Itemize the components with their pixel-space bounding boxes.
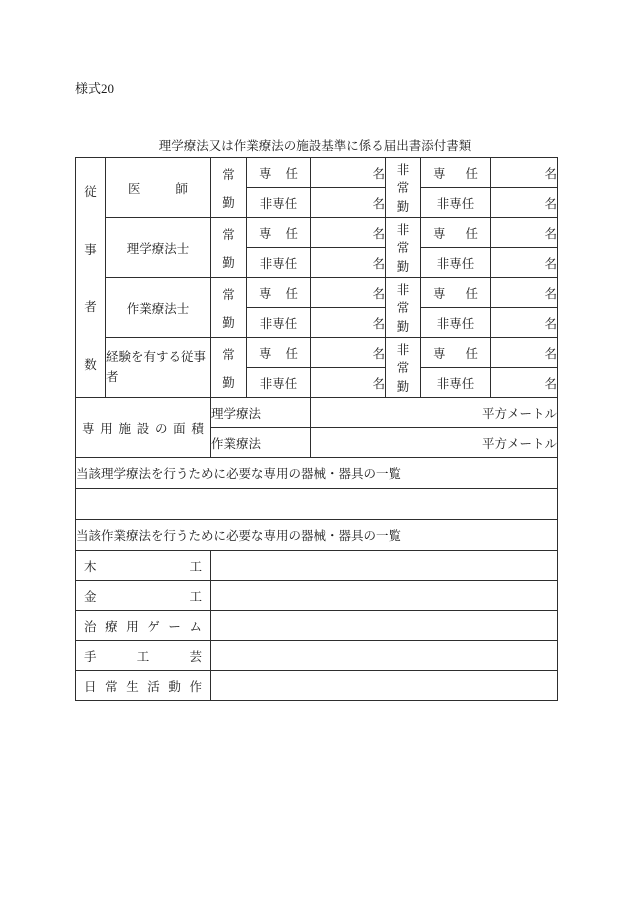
dedicated-label: 専 任 [433, 226, 478, 241]
count-value-cell[interactable] [311, 188, 386, 218]
dedicated-label-cell [247, 278, 311, 308]
item-fill-cell[interactable] [211, 671, 558, 701]
fulltime-label-cell [211, 218, 247, 278]
ot-item-row [76, 551, 558, 581]
item-label: 日 常 生 活 動 作 [84, 679, 202, 694]
item-fill-cell[interactable] [211, 551, 558, 581]
page-title: 理学療法又は作業療法の施設基準に係る届出書添付書類 [158, 139, 472, 153]
item-label-handicraft [76, 641, 211, 671]
area-section-label-cell [76, 398, 211, 458]
unit-label: 名 [544, 376, 557, 391]
count-value-cell[interactable] [311, 158, 386, 188]
fulltime-label: 常 勤 [222, 287, 235, 330]
unit-label: 名 [544, 166, 557, 181]
parttime-label-cell [386, 218, 421, 278]
staff-role-physical-therapist: 理学療法士 [106, 218, 211, 278]
item-label: 治 療 用 ゲ ー ム [84, 619, 202, 634]
ot-item-row [76, 611, 558, 641]
staff-row [76, 278, 558, 308]
staff-role-experienced: 経験を有する従事者 [106, 338, 211, 398]
count-value-cell[interactable] [491, 308, 558, 338]
parttime-label-cell [386, 278, 421, 338]
item-fill-cell[interactable] [211, 611, 558, 641]
area-therapy-cell: 作業療法 [211, 428, 311, 458]
dedicated-label: 専 任 [433, 286, 478, 301]
staff-count-header [76, 158, 106, 398]
dedicated-label: 専 任 [259, 166, 298, 181]
count-value-cell[interactable] [491, 338, 558, 368]
dedicated-label: 専 任 [433, 346, 478, 361]
item-label-therapeutic-games [76, 611, 211, 641]
pt-equipment-header: 当該理学療法を行うために必要な専用の器械・器具の一覧 [76, 458, 558, 489]
count-value-cell[interactable] [491, 188, 558, 218]
ot-item-row [76, 641, 558, 671]
dedicated-label-cell [421, 338, 491, 368]
area-therapy-cell: 理学療法 [211, 398, 311, 428]
count-value-cell[interactable] [311, 338, 386, 368]
pt-equipment-header-row [76, 458, 558, 489]
pt-equipment-fill-row [76, 489, 558, 520]
unit-label: 名 [372, 316, 385, 331]
staff-row [76, 158, 558, 188]
unit-label: 名 [372, 376, 385, 391]
parttime-label-cell [386, 158, 421, 218]
count-value-cell[interactable] [491, 158, 558, 188]
item-label: 金 工 [84, 589, 202, 604]
nondedicated-label-cell: 非専任 [421, 248, 491, 278]
count-value-cell[interactable] [311, 218, 386, 248]
parttime-label: 非 常 勤 [396, 342, 410, 395]
dedicated-label-cell [247, 218, 311, 248]
area-section-label: 専 用 施 設 の 面 積 [82, 421, 204, 436]
notification-form-table [75, 157, 558, 701]
dedicated-label-cell [247, 158, 311, 188]
unit-label: 名 [544, 226, 557, 241]
unit-label: 名 [372, 226, 385, 241]
fulltime-label: 常 勤 [222, 227, 235, 270]
nondedicated-label-cell: 非専任 [421, 368, 491, 398]
item-label-woodwork [76, 551, 211, 581]
count-value-cell[interactable] [491, 248, 558, 278]
nondedicated-label-cell: 非専任 [247, 248, 311, 278]
role-label: 医 師 [128, 181, 188, 196]
ot-equipment-header: 当該作業療法を行うために必要な専用の器械・器具の一覧 [76, 520, 558, 551]
fulltime-label-cell [211, 278, 247, 338]
count-value-cell[interactable] [311, 278, 386, 308]
count-value-cell[interactable] [311, 248, 386, 278]
unit-label: 名 [544, 316, 557, 331]
parttime-label: 非 常 勤 [396, 162, 410, 215]
count-value-cell[interactable] [491, 218, 558, 248]
nondedicated-label-cell: 非専任 [247, 308, 311, 338]
square-meter-label: 平方メートル [481, 436, 557, 451]
fulltime-label-cell [211, 338, 247, 398]
square-meter-label: 平方メートル [481, 406, 557, 421]
dedicated-label-cell [421, 278, 491, 308]
unit-label: 名 [544, 196, 557, 211]
item-label: 手 工 芸 [84, 649, 202, 664]
fulltime-label: 常 勤 [222, 347, 235, 390]
area-value-cell[interactable] [311, 398, 558, 428]
count-value-cell[interactable] [491, 278, 558, 308]
ot-item-row [76, 671, 558, 701]
dedicated-label: 専 任 [259, 226, 298, 241]
unit-label: 名 [372, 166, 385, 181]
area-value-cell[interactable] [311, 428, 558, 458]
ot-equipment-header-row [76, 520, 558, 551]
parttime-label: 非 常 勤 [396, 222, 410, 275]
unit-label: 名 [544, 346, 557, 361]
dedicated-label: 専 任 [259, 286, 298, 301]
parttime-label: 非 常 勤 [396, 282, 410, 335]
staff-row [76, 338, 558, 368]
staff-count-label: 従 事 者 数 [84, 185, 97, 372]
dedicated-label: 専 任 [433, 166, 478, 181]
item-fill-cell[interactable] [211, 641, 558, 671]
pt-equipment-fill-cell[interactable] [76, 489, 558, 520]
staff-role-occupational-therapist: 作業療法士 [106, 278, 211, 338]
nondedicated-label-cell: 非専任 [247, 188, 311, 218]
item-fill-cell[interactable] [211, 581, 558, 611]
item-label-daily-living-activities [76, 671, 211, 701]
staff-role-doctor [106, 158, 211, 218]
dedicated-label: 専 任 [259, 346, 298, 361]
ot-item-row [76, 581, 558, 611]
item-label-metalwork [76, 581, 211, 611]
count-value-cell[interactable] [311, 308, 386, 338]
parttime-label-cell [386, 338, 421, 398]
unit-label: 名 [372, 196, 385, 211]
fulltime-label-cell [211, 158, 247, 218]
item-label: 木 工 [84, 559, 202, 574]
nondedicated-label-cell: 非専任 [247, 368, 311, 398]
area-row [76, 398, 558, 428]
dedicated-label-cell [247, 338, 311, 368]
unit-label: 名 [544, 286, 557, 301]
form-number: 様式20 [75, 81, 115, 96]
dedicated-label-cell [421, 218, 491, 248]
unit-label: 名 [372, 286, 385, 301]
nondedicated-label-cell: 非専任 [421, 308, 491, 338]
fulltime-label: 常 勤 [222, 167, 235, 210]
count-value-cell[interactable] [491, 368, 558, 398]
dedicated-label-cell [421, 158, 491, 188]
count-value-cell[interactable] [311, 368, 386, 398]
unit-label: 名 [372, 256, 385, 271]
unit-label: 名 [372, 346, 385, 361]
unit-label: 名 [544, 256, 557, 271]
staff-row [76, 218, 558, 248]
nondedicated-label-cell: 非専任 [421, 188, 491, 218]
